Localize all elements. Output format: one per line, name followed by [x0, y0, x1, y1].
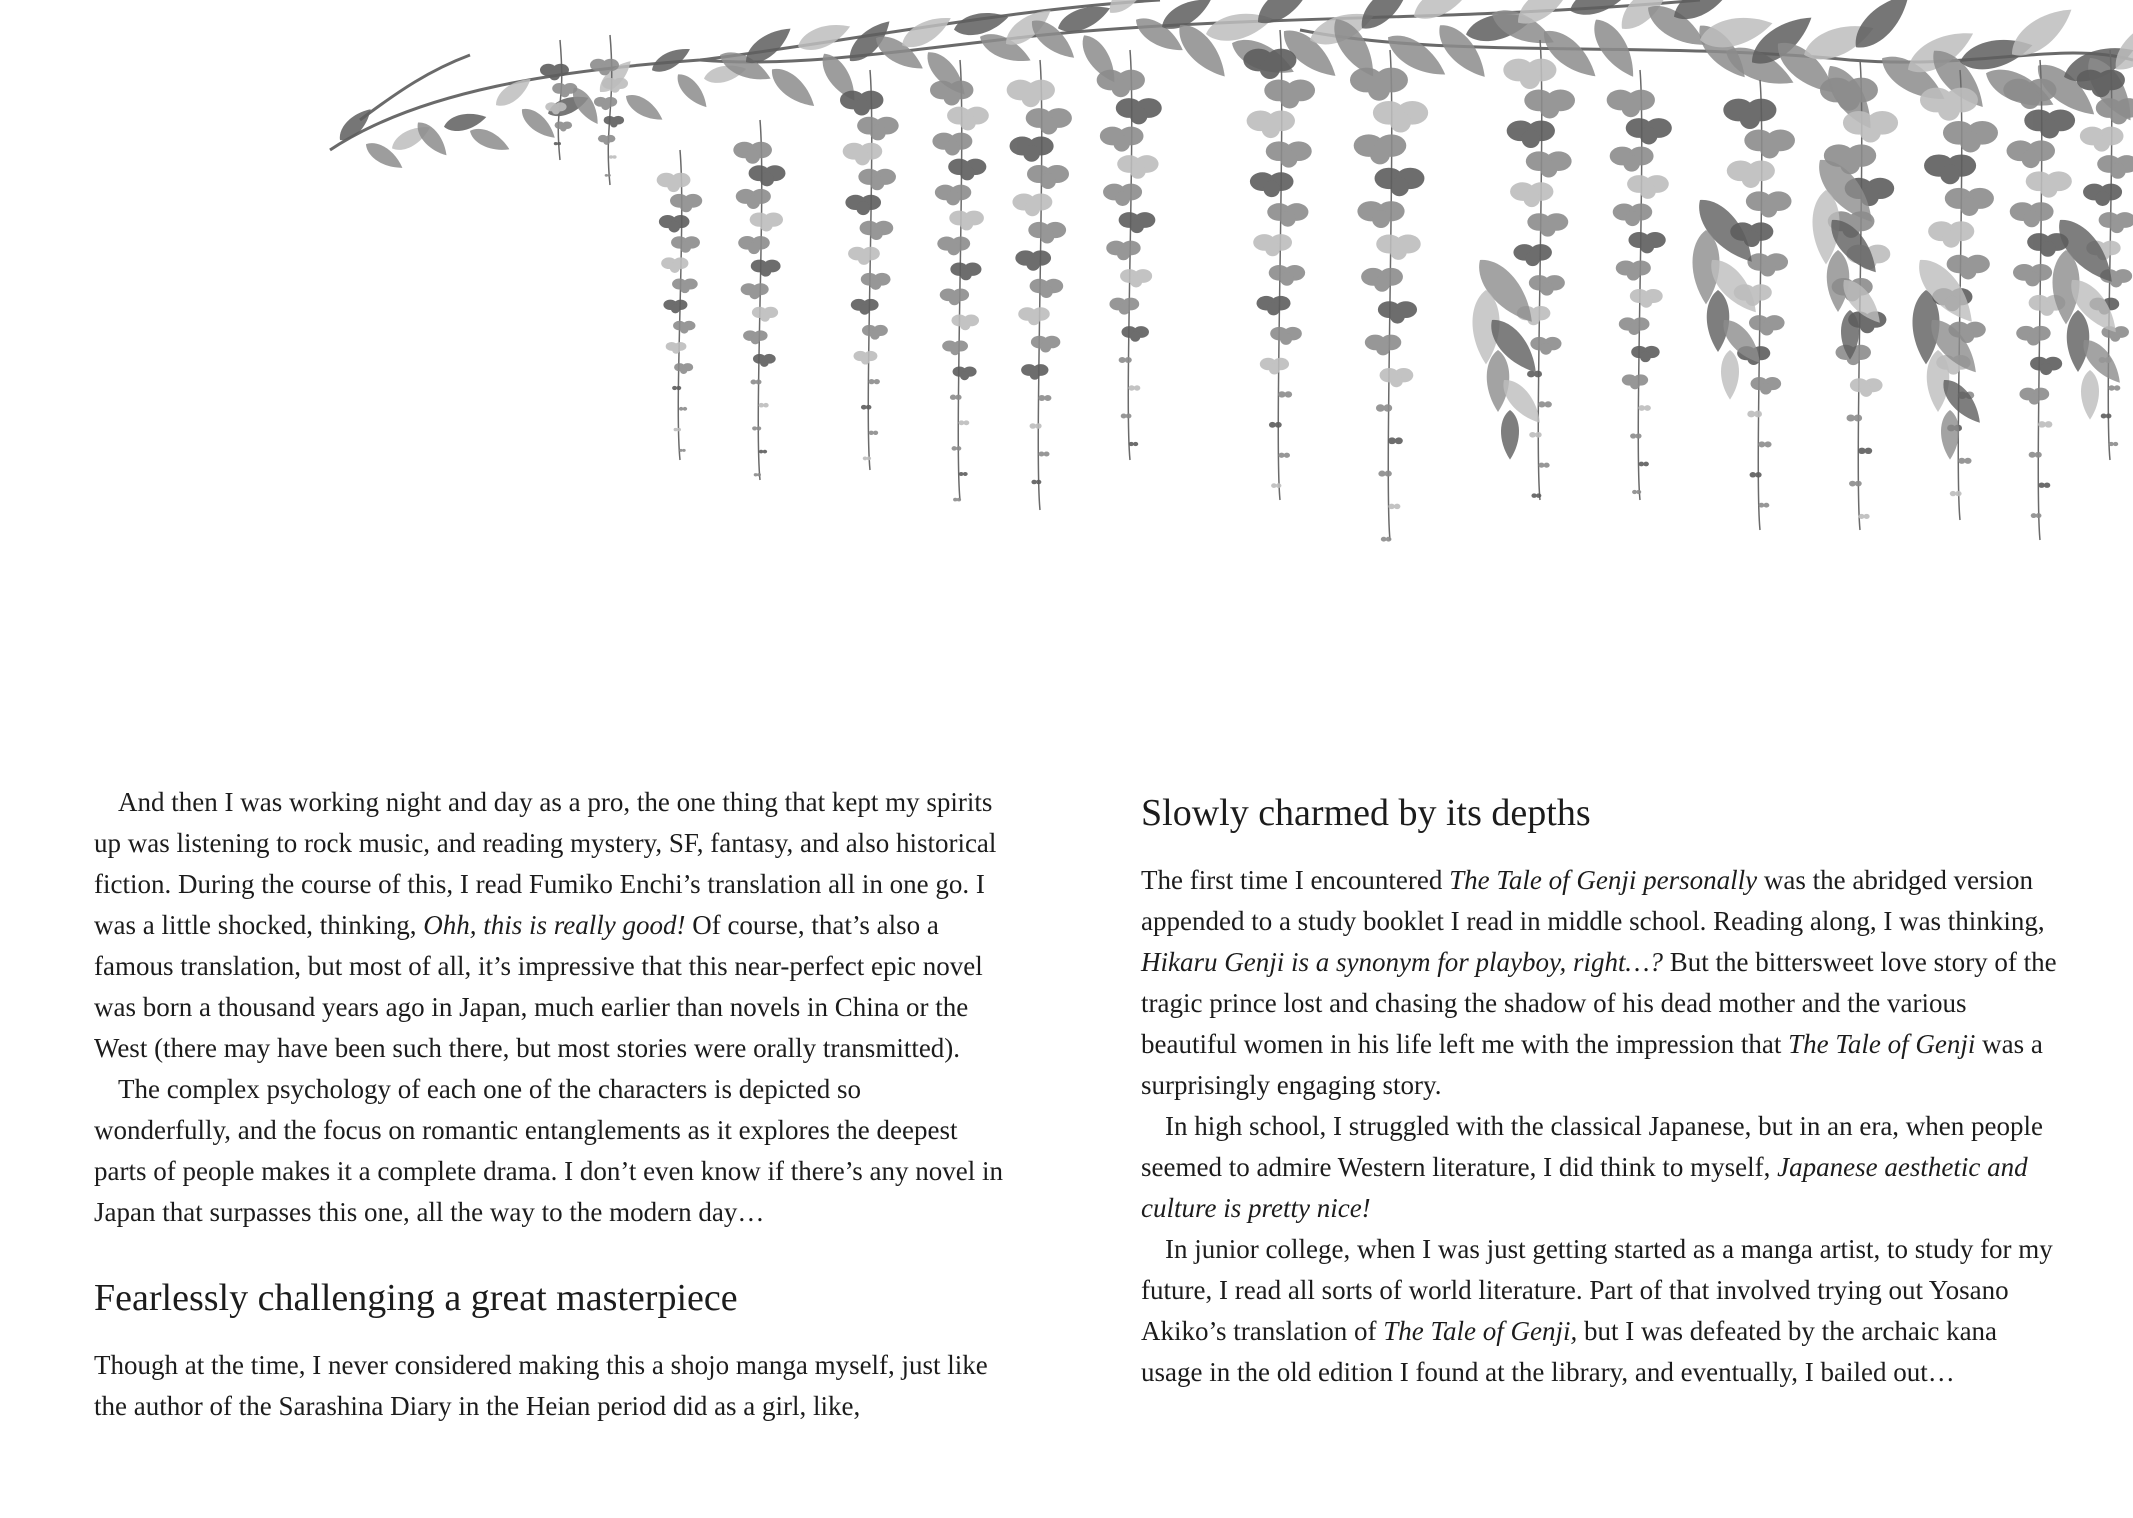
- left-paragraph-2: The complex psychology of each one of the characters is depicted so wonderfully, and the focus on romantic entanglements as it explores the deepest parts of people makes it a complete drama. I don’t even know if there’s any novel in Japan that surpasses this one, all the way to the modern day…: [94, 1074, 1003, 1227]
- right-paragraph-2: In high school, I struggled with the classical Japanese, but in an era, when people seemed to admire Western literature, I did think to myself, Japanese aesthetic and culture is pretty nice!: [1141, 1111, 2044, 1223]
- right-paragraph-3: In junior college, when I was just getting started as a manga artist, to study for my future, I read all sorts of world literature. Part of that involved trying out Yosano Akiko’s translation of The Tale of Genji, but I was defeated by the archaic kana usage in the old edition I found at the library, and eventually, I bailed out…: [1141, 1234, 2053, 1387]
- left-column: [94, 782, 1004, 1427]
- wisteria-illustration: [0, 0, 2133, 570]
- right-column: [1141, 782, 2061, 1393]
- left-paragraph-1: And then I was working night and day as a pro, the one thing that kept my spirits up was listening to rock music, and reading mystery, SF, fantasy, and also historical fiction. During the course of this, I read Fumiko Enchi’s translation all in one go. I was a little shocked, thinking, Ohh, this is really good! Of course, that’s also a famous translation, but most of all, it’s impressive that this near-perfect epic novel was born a thousand years ago in Japan, much earlier than novels in China or the West (there may have been such there, but most stories were orally transmitted).: [94, 787, 997, 1063]
- right-paragraph-1: The first time I encountered The Tale of Genji personally was the abridged version appended to a study booklet I read in middle school. Reading along, I was thinking, Hikaru Genji is a synonym for playboy, right…? But the bittersweet love story of the tragic prince lost and chasing the shadow of his dead mother and the various beautiful women in his life left me with the impression that The Tale of Genji was a surprisingly engaging story.: [1141, 865, 2057, 1100]
- section-heading-fearlessly: Fearlessly challenging a great masterpiece: [94, 1277, 738, 1319]
- left-paragraph-3: Though at the time, I never considered making this a shojo manga myself, just like the author of the Sarashina Diary in the Heian period did as a girl, like,: [94, 1350, 988, 1421]
- section-heading-slowly: Slowly charmed by its depths: [1141, 792, 1591, 834]
